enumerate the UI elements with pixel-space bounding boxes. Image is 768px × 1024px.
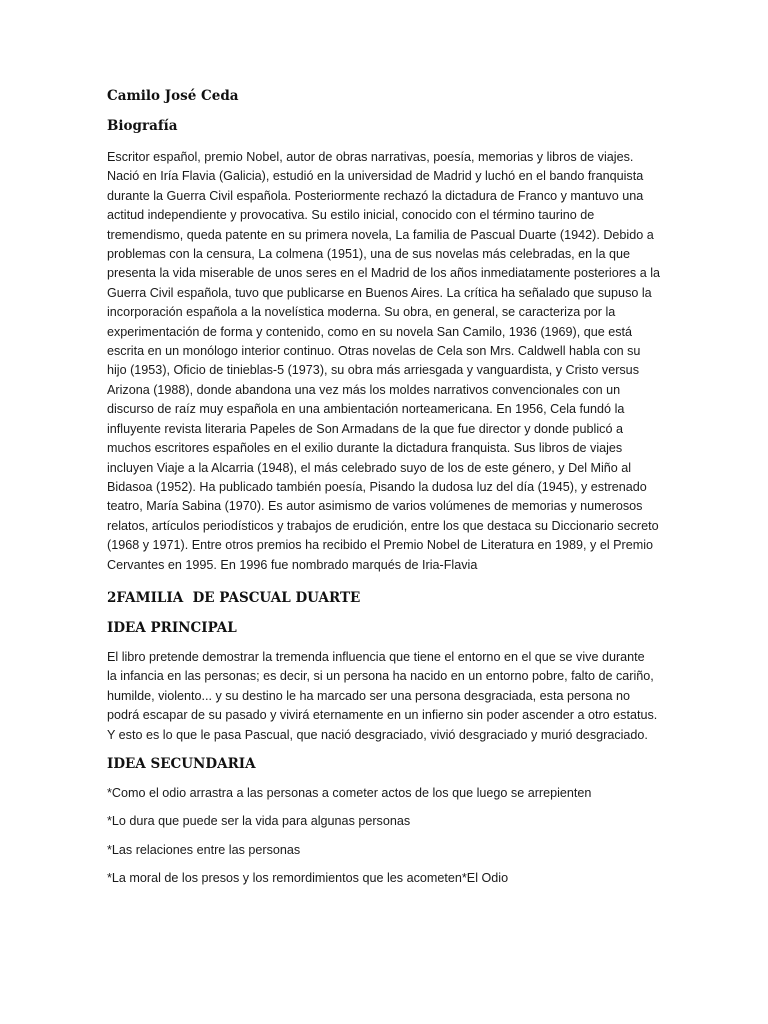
text-line: Arizona (1988), donde abandona una vez más los moldes narrativos convencionales con un: [107, 382, 621, 397]
text-line: problemas con la censura, La colmena (1951), una de sus novelas más celebradas, en la que: [107, 247, 630, 262]
list-item: *Lo dura que puede ser la vida para algunas personas: [107, 814, 411, 829]
document-content: [107, 86, 667, 889]
text-line: relatos, artículos periodísticos y trabajos de erudición, entre los que destaca su Diccionario secreto: [107, 518, 659, 533]
text-line: la infancia en las personas; es decir, si un persona ha nacido en un entorno pobre, falto de cariño,: [107, 669, 654, 684]
text-line: (1968 y 1971). Entre otros premios ha recibido el Premio Nobel de Literatura en 1989, y el Premio: [107, 538, 654, 553]
section-title-familia-pascual-duarte: 2FAMILIA DE PASCUAL DUARTE: [107, 589, 361, 606]
text-line: Y esto es lo que le pasa Pascual, que nació desgraciado, vivió desgraciado y murió desgraciado.: [107, 727, 648, 742]
list-item: *La moral de los presos y los remordimientos que les acometen*El Odio: [107, 871, 509, 886]
idea-principal-paragraph: [107, 648, 667, 745]
text-line: actitud independiente y provocativa. Su estilo inicial, conocido con el término taurino de: [107, 208, 595, 223]
idea-secundaria-list: [107, 784, 667, 889]
text-line: presenta la vida miserable de unos seres en el Madrid de los años inmediatamente posteriores a la: [107, 266, 661, 281]
list-item: *Las relaciones entre las personas: [107, 842, 301, 857]
text-line: incluyen Viaje a la Alcarria (1948), el más celebrado suyo de los de este género, y Del Miño al: [107, 460, 632, 475]
text-line: Escritor español, premio Nobel, autor de obras narrativas, poesía, memorias y libros de viajes.: [107, 150, 634, 164]
text-line: Cervantes en 1995. En 1996 fue nombrado marqués de Iria-Flavia: [107, 557, 478, 572]
idea-secundaria-heading: IDEA SECUNDARIA: [107, 755, 256, 772]
text-line: El libro pretende demostrar la tremenda influencia que tiene el entorno en el que se vive durante: [107, 649, 645, 664]
text-line: tremendismo, queda patente en su primera novela, La familia de Pascual Duarte (1942). Debido a: [107, 227, 654, 242]
list-item: *Como el odio arrastra a las personas a cometer actos de los que luego se arrepienten: [107, 785, 592, 800]
idea-principal-heading: IDEA PRINCIPAL: [107, 619, 237, 636]
biography-heading: Biografía: [107, 118, 178, 134]
text-line: hijo (1953), Oficio de tinieblas-5 (1973), su obra más arriesgada y vanguardista, y Cristo versus: [107, 363, 639, 378]
text-line: influyente revista literaria Papeles de Son Armadans de la que fue director y donde publicó a: [107, 421, 623, 436]
text-line: Bidasoa (1952). Ha publicado también poesía, Pisando la dudosa luz del día (1945), y estrenado: [107, 479, 647, 494]
text-line: incorporación española a la novelística moderna. Su obra, en general, se caracteriza por la: [107, 305, 616, 320]
text-line: durante la Guerra Civil española. Posteriormente rechazó la dictadura de Franco y mantuvo una: [107, 188, 644, 203]
text-line: teatro, María Sabina (1970). Es autor asimismo de varios volúmenes de memorias y numerosos: [107, 499, 643, 514]
text-line: muchos escritores españoles en el exilio durante la dictadura franquista. Sus libros de viajes: [107, 441, 623, 456]
text-line: discurso de raíz muy española en una ambientación norteamericana. En 1956, Cela fundó la: [107, 402, 625, 417]
text-line: escrita en un monólogo interior continuo. Otras novelas de Cela son Mrs. Caldwell habla con su: [107, 344, 641, 359]
text-line: Guerra Civil española, tuvo que publicarse en Buenos Aires. La crítica ha señalado que supuso la: [107, 285, 652, 300]
biography-paragraph: [107, 148, 667, 575]
text-line: humilde, violento... y su destino le ha marcado ser una persona desgraciada, esta persona no: [107, 688, 630, 703]
text-line: Nació en Iría Flavia (Galicia), estudió en la universidad de Madrid y luchó en el bando franquista: [107, 169, 644, 184]
text-line: experimentación de forma y contenido, como en su novela San Camilo, 1936 (1969), que está: [107, 324, 633, 339]
text-line: podrá escapar de su pasado y vivirá eternamente en un infierno sin poder ascender a otro estatus.: [107, 708, 658, 723]
author-name-heading: Camilo José Ceda: [107, 88, 239, 104]
